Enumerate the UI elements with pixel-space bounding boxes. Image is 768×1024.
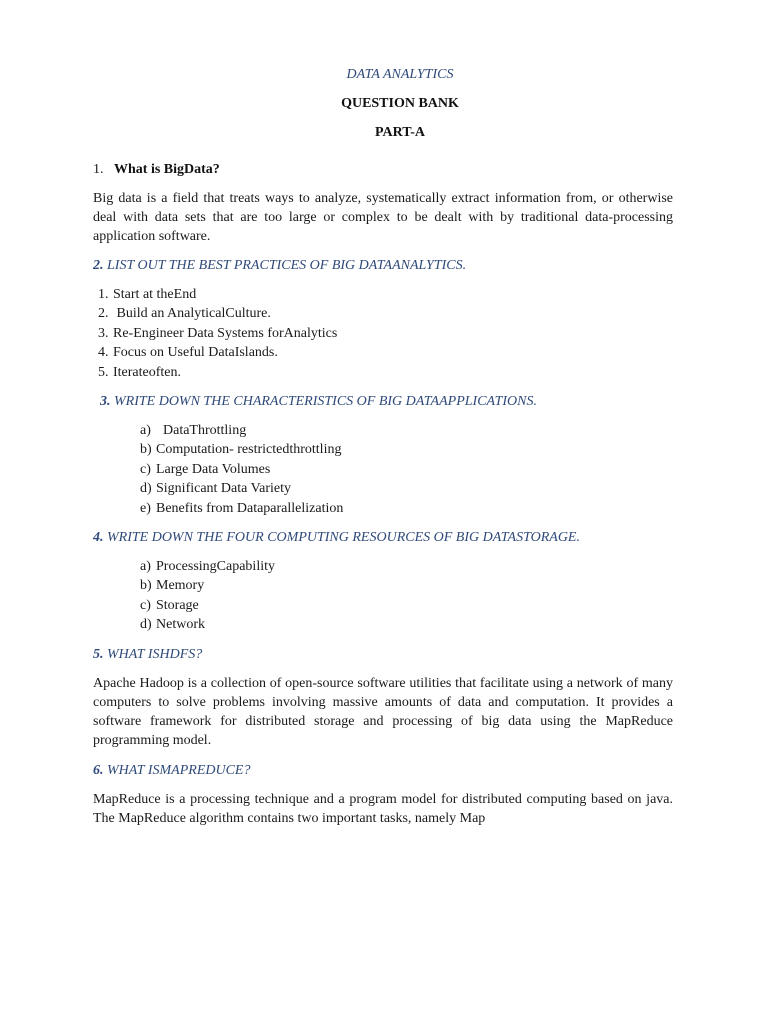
list-item-text: Large Data Volumes	[156, 461, 271, 477]
list-item-marker: 2.	[98, 306, 109, 322]
list-item-text: Computation- restrictedthrottling	[156, 442, 342, 458]
list-item	[140, 421, 343, 440]
list-item-text: DataThrottling	[156, 423, 247, 438]
list-item	[98, 304, 337, 323]
list-item-marker: 1.	[98, 287, 109, 302]
list-item-marker: d)	[140, 617, 152, 633]
list-item-marker: d)	[140, 481, 152, 497]
question-4-list	[140, 557, 275, 635]
list-item-marker: 5.	[98, 364, 109, 380]
question-6-text: WHAT ISMAPREDUCE?	[107, 763, 251, 778]
list-item	[140, 557, 275, 576]
question-3-list	[140, 421, 343, 518]
list-item-text: Memory	[156, 578, 205, 594]
question-5-number: 5.	[93, 647, 104, 662]
list-item-marker: a)	[140, 559, 151, 574]
list-item	[140, 576, 275, 595]
list-item	[98, 324, 337, 343]
list-item-marker: b)	[140, 578, 152, 594]
document-title: DATA ANALYTICS	[346, 67, 454, 82]
document-subtitle: QUESTION BANK	[341, 96, 459, 111]
list-item-marker: c)	[140, 461, 151, 477]
question-2-number: 2.	[93, 258, 104, 273]
list-item	[140, 440, 343, 459]
question-4-heading	[93, 528, 580, 547]
list-item-text: Build an AnalyticalCulture.	[113, 306, 271, 322]
list-item-text: Re-Engineer Data Systems forAnalytics	[113, 325, 338, 341]
question-1-text: What is BigData?	[114, 162, 220, 177]
list-item-text: Iterateoften.	[113, 364, 182, 380]
question-6-number: 6.	[93, 763, 104, 778]
list-item	[98, 343, 337, 362]
list-item-text: Benefits from Dataparallelization	[156, 500, 344, 516]
question-1-answer: Big data is a field that treats ways to analyze, systematically extract information from, or otherwise deal with data sets that are too large or complex to be dealt with by traditional data-processing application software.	[93, 191, 673, 244]
list-item-marker: c)	[140, 597, 151, 613]
list-item-text: Focus on Useful DataIslands.	[113, 345, 278, 361]
question-3-heading	[100, 392, 537, 411]
list-item-text: ProcessingCapability	[156, 559, 275, 574]
list-item	[98, 285, 337, 304]
question-5-heading	[93, 645, 202, 664]
question-6-heading	[93, 761, 250, 780]
list-item-marker: 3.	[98, 325, 109, 341]
list-item-text: Start at theEnd	[113, 287, 197, 302]
list-item	[140, 615, 275, 634]
list-item-text: Network	[156, 617, 205, 633]
question-4-text: WRITE DOWN THE FOUR COMPUTING RESOURCES OF BIG DATASTORAGE.	[107, 530, 580, 545]
list-item-marker: b)	[140, 442, 152, 458]
list-item	[140, 596, 275, 615]
question-2-heading	[93, 256, 466, 275]
list-item-text: Storage	[156, 597, 199, 613]
list-item-text: Significant Data Variety	[156, 481, 292, 497]
list-item-marker: e)	[140, 500, 151, 516]
question-3-number: 3.	[100, 394, 111, 409]
question-5-text: WHAT ISHDFS?	[107, 647, 203, 662]
part-heading: PART-A	[374, 125, 426, 140]
list-item	[98, 363, 337, 382]
question-1-number: 1.	[93, 162, 104, 177]
question-1-heading	[93, 160, 220, 179]
question-2-text: LIST OUT THE BEST PRACTICES OF BIG DATAANALYTICS.	[107, 258, 467, 273]
list-item-marker: a)	[140, 423, 151, 438]
question-3-text: WRITE DOWN THE CHARACTERISTICS OF BIG DATAAPPLICATIONS.	[114, 394, 537, 409]
list-item-marker: 4.	[98, 345, 109, 361]
question-4-number: 4.	[93, 530, 104, 545]
question-2-list	[98, 285, 337, 382]
list-item	[140, 499, 343, 518]
list-item	[140, 479, 343, 498]
list-item	[140, 460, 343, 479]
question-5-answer: Apache Hadoop is a collection of open-source software utilities that facilitate using a network of many computers to solve problems involving massive amounts of data and computation. It provides a software framework for distributed storage and processing of big data using the MapReduce programming model.	[93, 676, 673, 748]
question-6-answer: MapReduce is a processing technique and a program model for distributed computing based on java. The MapReduce algorithm contains two important tasks, namely Map	[93, 792, 673, 826]
